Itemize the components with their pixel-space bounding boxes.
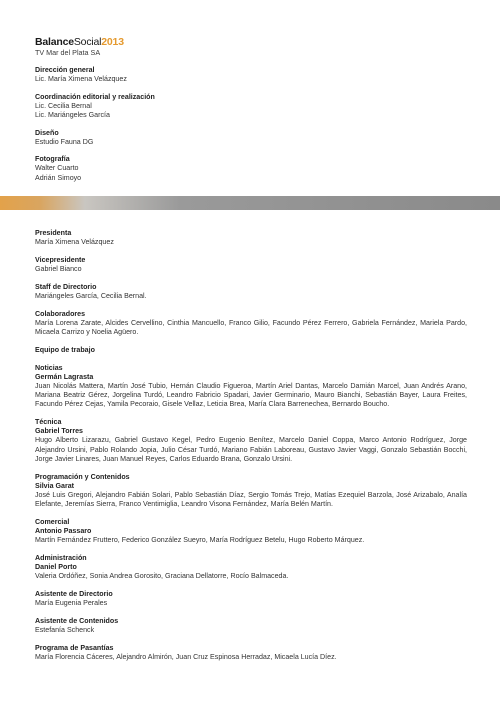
credit-name: Adrián Simoyo [35,173,82,182]
section-tecnica [35,418,467,464]
section-presidenta [35,229,467,247]
credit-name: Lic. Mariángeles García [35,110,110,119]
section-pasantias [35,644,467,662]
section-text: María Ximena Velázquez [35,238,114,246]
section-comercial [35,518,467,545]
section-text: Mariángeles García, Cecilia Bernal. [35,291,147,300]
section-title: Noticias [35,363,63,372]
section-title: Asistente de Directorio [35,590,113,599]
section-colaboradores [35,310,467,338]
section-asistente-directorio [35,590,467,608]
section-title: Administración [35,554,87,563]
brand-part1: Balance [35,36,74,48]
credits-bottom [35,229,467,671]
section-text: Hugo Alberto Lizarazu, Gabriel Gustavo Kegel, Pedro Eugenio Benítez, Marcelo Daniel Coppa, Marco Antonio Rodríguez, Jorge Alejandro Ursini, Pablo Rolando Jopia, Julio César Turdó, Mariano Fabián Laboreau, Gustavo Javier Vaggi, Gonzalo Sebastián Bocchi, Jorge Javier Linares, Juan Manuel Reyes, Carlos Eduardo Brana, Gonzalo Ursini. [35,436,467,464]
section-title: Equipo de trabajo [35,346,95,355]
section-programacion [35,473,467,510]
brand-logo [35,36,124,48]
credit-title: Coordinación editorial y realización [35,92,155,101]
credit-coordinacion [35,93,465,120]
section-text: María Florencia Cáceres, Alejandro Almirón, Juan Cruz Espinosa Herradaz, Micaela Lucía Díez. [35,652,337,661]
section-text: José Luis Gregori, Alejandro Fabián Solari, Pablo Sebastián Díaz, Sergio Tomás Trejo, Matías Ezequiel Barzola, José Arizabalo, Analía Elefante, Jeremías Sierra, Franco Ventimiglia, Leandro Visona Fernández, María Belén Martín. [35,490,467,509]
section-noticias [35,364,467,410]
credit-title: Dirección general [35,66,95,74]
credit-name: Estudio Fauna DG [35,137,94,146]
credit-title: Fotografía [35,155,70,164]
section-title: Técnica [35,418,62,427]
section-title: Programación y Contenidos [35,472,130,481]
section-text: Estefanía Schenck [35,626,95,634]
section-lead: Germán Lagrasta [35,372,94,381]
section-asistente-contenidos [35,617,467,635]
company-name: TV Mar del Plata SA [35,48,101,57]
section-text: Juan Nicolás Mattera, Martín José Tubio, Hernán Claudio Figueroa, Martín Ariel Dantas, Marcelo Damián Marcel, Juan Andrés Arano, Mariana Beatriz Gérez, Jorgelina Turdó, Leandro Fabricio Spadari, Javier Germinario, Mauro Bianchi, Sebastián Bayer, Laura Freites, Facundo Pérez Cejas, Yamila Pecoraio, Gisele Vellaz, Leticia Brea, María Clara Barrenechea, Bernardo Boucho. [35,381,467,409]
credit-name: Lic. Cecilia Bernal [35,101,92,110]
section-title: Comercial [35,518,70,527]
section-vicepresidente [35,256,467,274]
section-lead: Silvia Garat [35,481,75,490]
section-text: María Lorena Zarate, Alcides Cervellino, Cinthia Mancuello, Franco Gilio, Facundo Pérez Ferrero, Gabriela Fernández, Mariela Pardo, Micaela Carrizo y Noelia Agüero. [35,318,467,337]
credit-name: Walter Cuarto [35,164,79,173]
section-equipo [35,346,467,355]
section-title: Programa de Pasantías [35,643,114,652]
brand-part2: Social [73,36,102,48]
decorative-divider-band [0,196,500,210]
credit-direccion [35,66,465,84]
section-staff [35,283,467,301]
section-text: Gabriel Bianco [35,264,82,273]
section-title: Presidenta [35,229,72,237]
section-administracion [35,554,467,581]
section-title: Asistente de Contenidos [35,617,119,625]
section-title: Staff de Directorio [35,282,97,291]
section-lead: Gabriel Torres [35,427,83,436]
section-title: Vicepresidente [35,255,86,264]
credit-name: Lic. María Ximena Velázquez [35,75,127,83]
credit-fotografia [35,155,465,182]
credit-diseno [35,129,465,147]
section-text: María Eugenia Perales [35,599,108,608]
credits-top [35,66,465,191]
credit-title: Diseño [35,128,59,137]
brand-year: 2013 [101,36,124,48]
section-text: Valeria Ordóñez, Sonia Andrea Gorosito, Graciana Dellatorre, Rocío Balmaceda. [35,572,289,581]
document-header [35,36,124,57]
section-lead: Daniel Porto [35,563,77,572]
section-lead: Antonio Passaro [35,527,92,536]
section-text: Martín Fernández Fruttero, Federico González Sueyro, María Rodríguez Betelu, Hugo Roberto Márquez. [35,536,365,545]
section-title: Colaboradores [35,309,86,318]
